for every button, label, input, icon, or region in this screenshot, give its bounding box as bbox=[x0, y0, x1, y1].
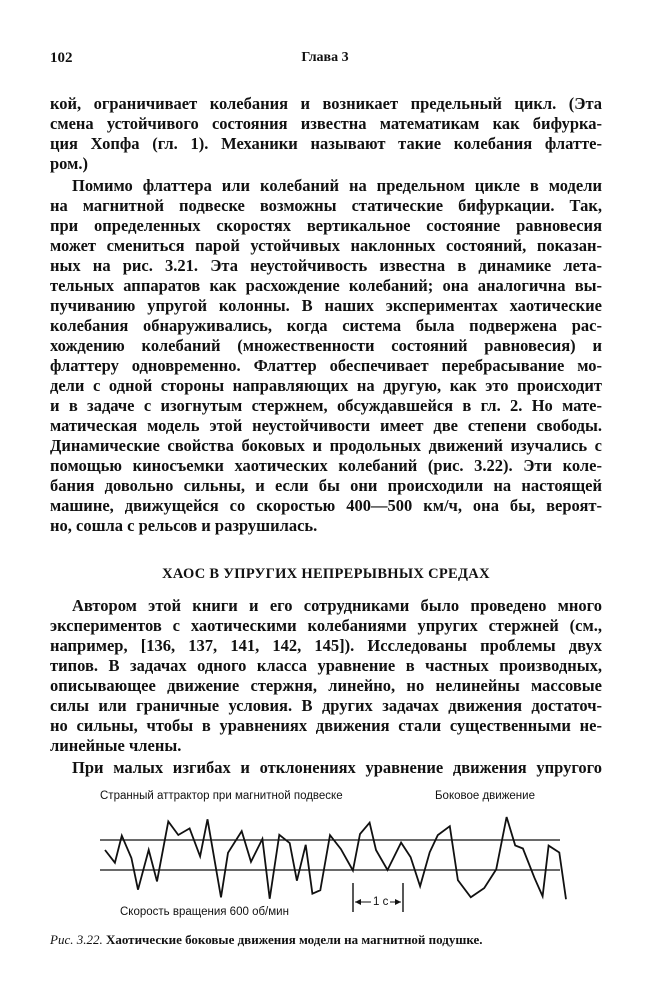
arrow-left-icon bbox=[355, 899, 361, 905]
time-scale-label: 1 с bbox=[373, 896, 389, 908]
text-line: матическая модель этой неустойчивости имеет две степени свободы. bbox=[50, 416, 602, 435]
page-number: 102 bbox=[50, 50, 73, 66]
text-line: ция Хопфа (гл. 1). Механики называют такие колебания флатте- bbox=[50, 134, 602, 153]
text-line: помощью киносъемки хаотических колебаний (рис. 3.22). Эти коле- bbox=[50, 456, 602, 475]
text-line: линейные члены. bbox=[50, 736, 182, 755]
text-line: силы или граничные условия. В других задачах движения достаточ- bbox=[50, 696, 602, 715]
caption-number: Рис. 3.22. bbox=[50, 932, 103, 947]
chapter-title: Глава 3 bbox=[301, 50, 349, 65]
oscillogram bbox=[95, 790, 595, 920]
figure-3-22 bbox=[95, 790, 595, 920]
text-line: При малых изгибах и отклонениях уравнение движения упругого bbox=[72, 758, 602, 777]
text-line: колебания обнаруживались, когда система была подвержена рас- bbox=[50, 316, 602, 335]
text-line: хождению колебаний (множественности состояний равновесия) и bbox=[50, 336, 602, 355]
text-line: может смениться парой устойчивых наклонных состояний, показан- bbox=[50, 236, 602, 255]
figure-label-speed: Скорость вращения 600 об/мин bbox=[120, 906, 289, 918]
caption-text: Хаотические боковые движения модели на магнитной подушке. bbox=[105, 932, 483, 947]
lateral-motion-trace bbox=[105, 817, 566, 899]
text-line: машине, движущейся со скоростью 400—500 км/ч, она бы, вероят- bbox=[50, 496, 602, 515]
page-header bbox=[50, 50, 600, 72]
text-line: ных на рис. 3.21. Эта неустойчивость известна в динамике лета- bbox=[50, 256, 602, 275]
text-line: тельных аппаратов как расхождение колебаний; она аналогична вы- bbox=[50, 276, 602, 295]
text-line: Помимо флаттера или колебаний на предельном цикле в модели bbox=[72, 176, 602, 195]
figure-caption bbox=[50, 932, 602, 948]
text-line: ром.) bbox=[50, 154, 88, 173]
text-line: пучиванию упругой колонны. В наших экспериментах хаотические bbox=[50, 296, 602, 315]
text-line: Динамические свойства боковых и продольных движений изучались с bbox=[50, 436, 602, 455]
text-line: на магнитной подвеске возможны статические бифуркации. Так, bbox=[50, 196, 602, 215]
text-line: при определенных скоростях вертикальное состояние равновесия bbox=[50, 216, 602, 235]
arrow-right-icon bbox=[395, 899, 401, 905]
text-line: но, сошла с рельсов и разрушилась. bbox=[50, 516, 318, 535]
text-line: и в задаче с изогнутым стержнем, обсуждавшейся в гл. 2. Но мате- bbox=[50, 396, 602, 415]
figure-label-lateral: Боковое движение bbox=[435, 790, 535, 802]
text-line: Автором этой книги и его сотрудниками было проведено много bbox=[72, 596, 602, 615]
section-heading: ХАОС В УПРУГИХ НЕПРЕРЫВНЫХ СРЕДАХ bbox=[162, 566, 490, 582]
text-line: экспериментов с хаотическими колебаниями упругих стержней (см., bbox=[50, 616, 602, 635]
text-line: типов. В задачах одного класса уравнение в частных производных, bbox=[50, 656, 602, 675]
text-line: смена устойчивого состояния известна математикам как бифурка- bbox=[50, 114, 602, 133]
figure-label-attractor: Странный аттрактор при магнитной подвеске bbox=[100, 790, 343, 802]
text-line: дели с одной стороны направляющих на другую, как это происходит bbox=[50, 376, 602, 395]
text-line: кой, ограничивает колебания и возникает предельный цикл. (Эта bbox=[50, 94, 602, 113]
text-line: описывающее движение стержня, линейно, но нелинейны массовые bbox=[50, 676, 602, 695]
text-line: флаттеру одновременно. Флаттер обеспечивает перебрасывание мо- bbox=[50, 356, 602, 375]
text-line: например, [136, 137, 141, 142, 145]). Исследованы проблемы двух bbox=[50, 636, 602, 655]
text-line: бания довольно сильны, и если бы они происходили на настоящей bbox=[50, 476, 602, 495]
text-line: но сильны, чтобы в уравнениях движения стали существенными не- bbox=[50, 716, 602, 735]
